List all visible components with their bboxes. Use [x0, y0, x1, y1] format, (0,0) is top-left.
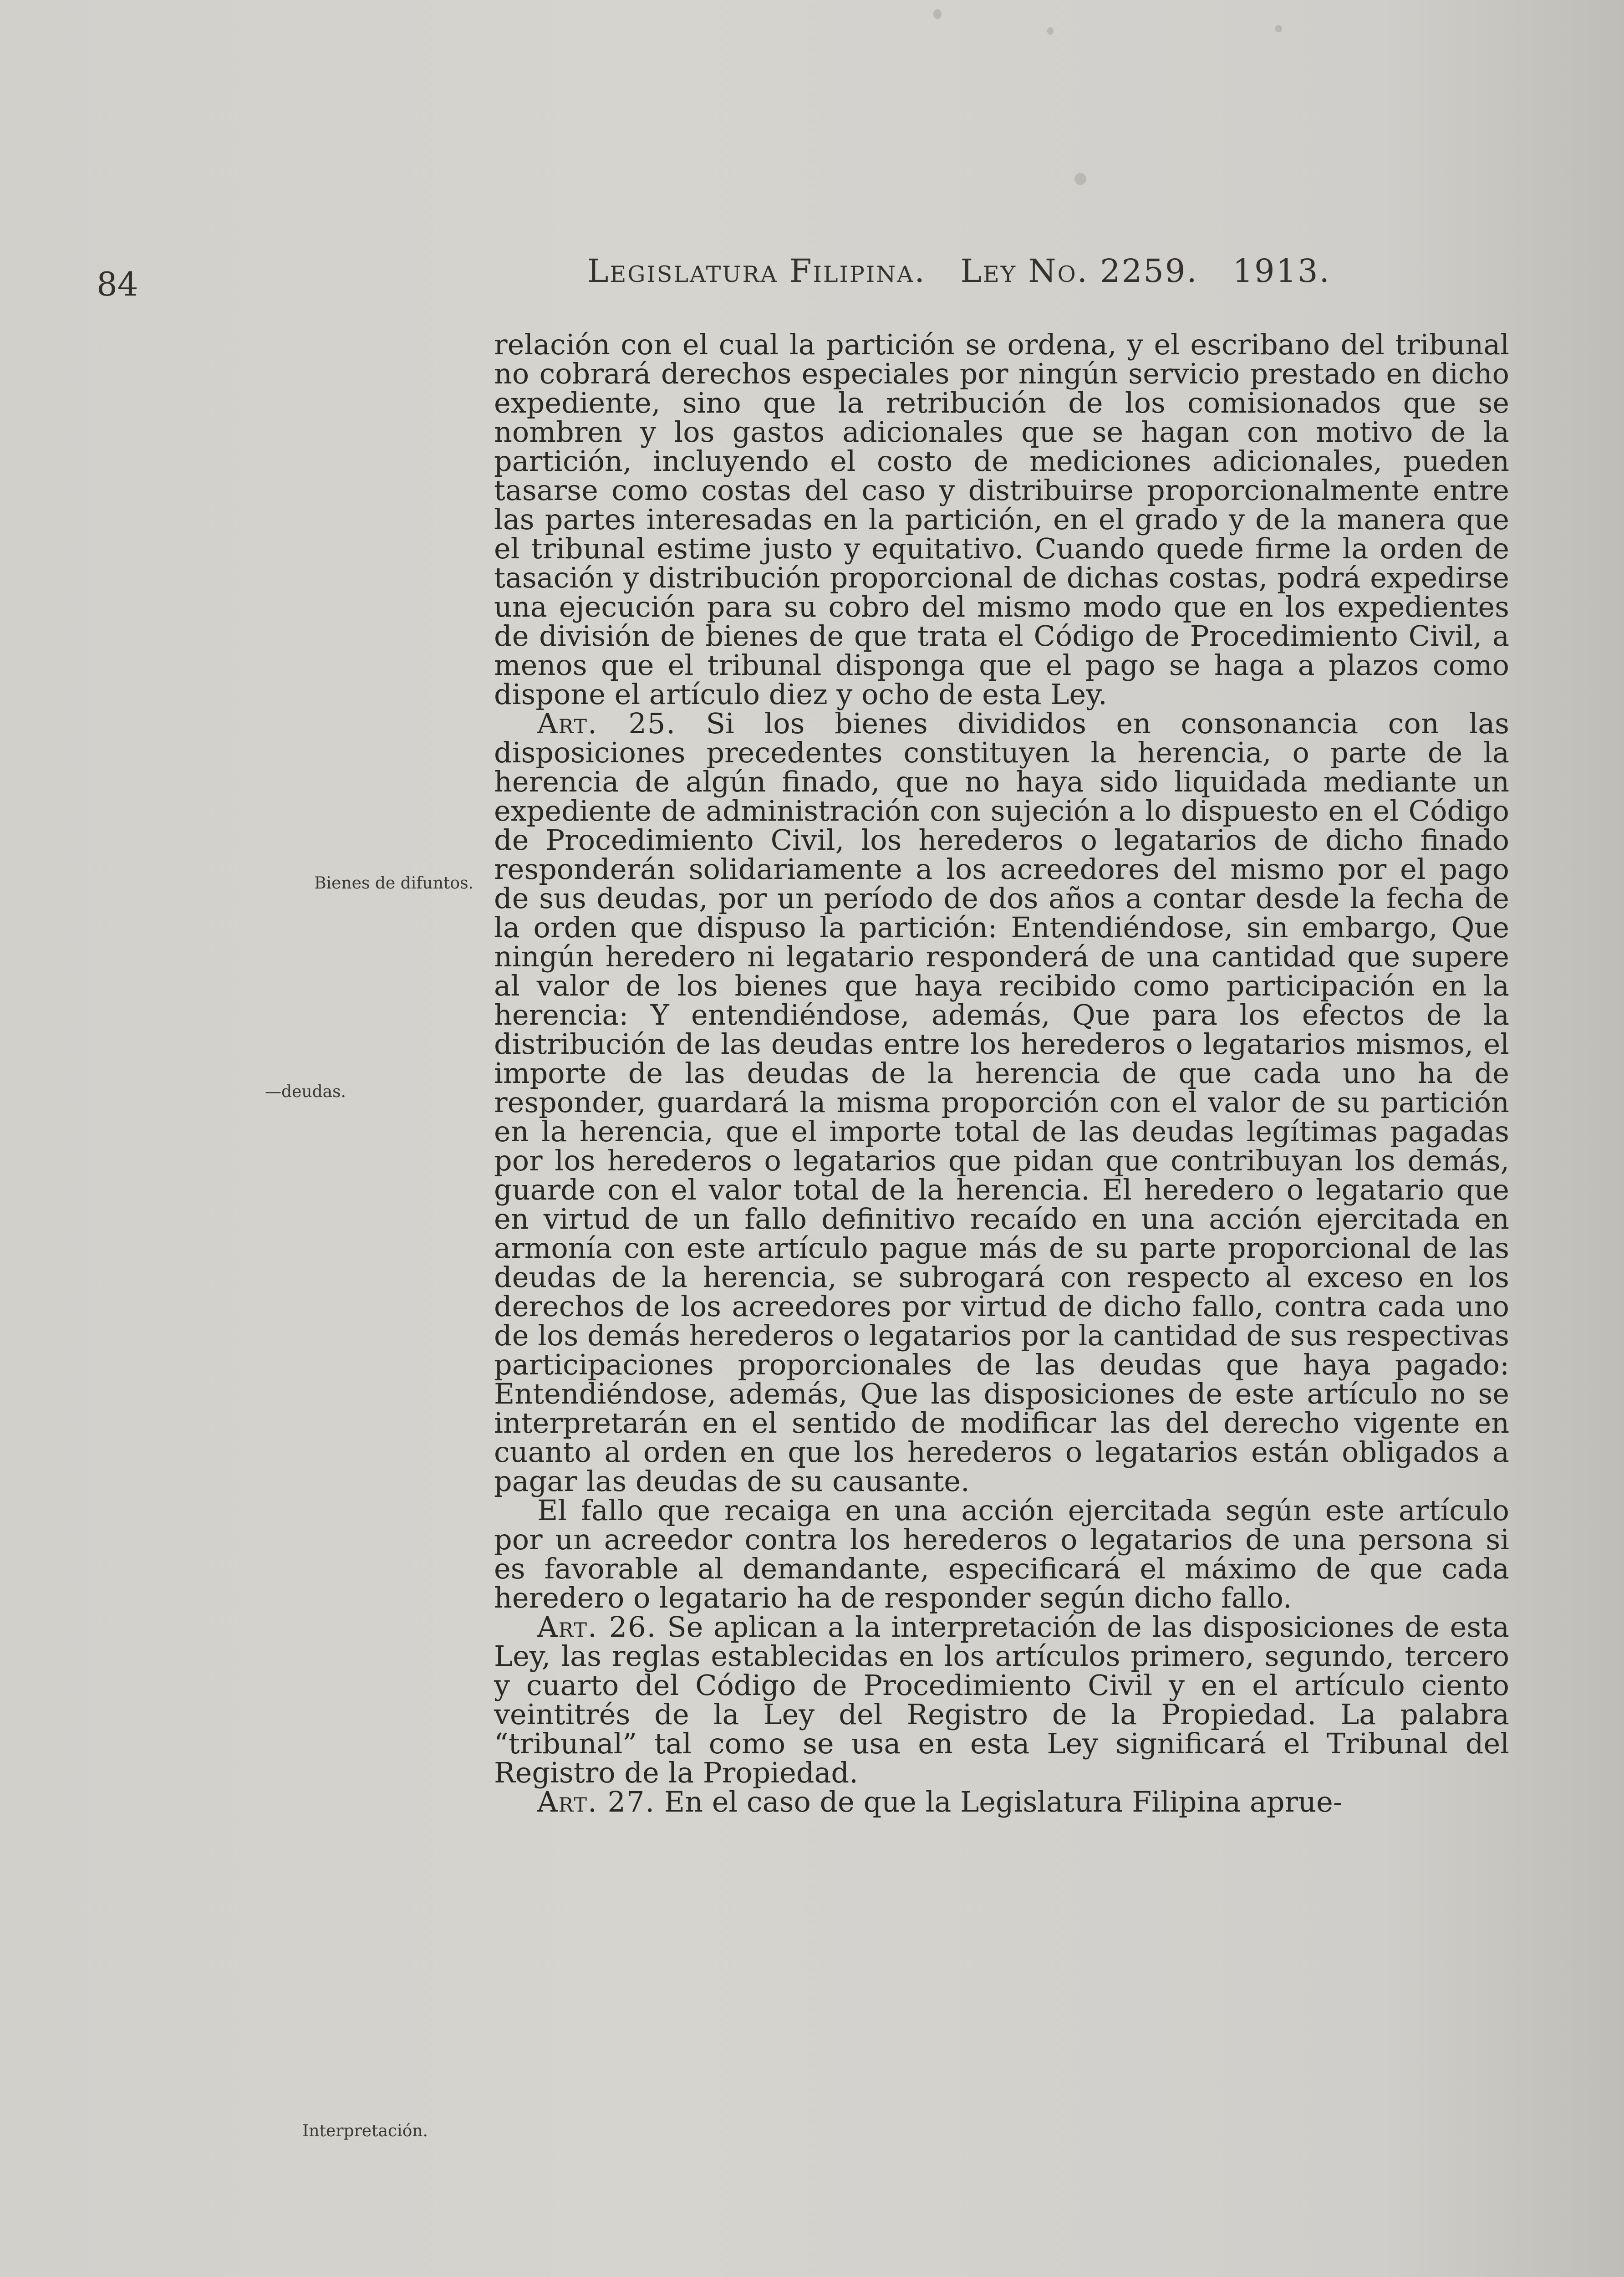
body-text	[494, 330, 1509, 1817]
article-text: Si los bienes divididos en consonancia con las disposiciones precedentes constituyen la herencia, o parte de la herencia de algún finado, que no haya sido liquidada mediante un expediente de administración con sujeción a lo dispuesto en el Código de Procedimiento Civil, los herederos o legatarios de dicho finado responderán solidariamente a los acreedores del mismo por el pago de sus deudas, por un período de dos años a contar desde la fecha de la orden que dispuso la partición: Entendiéndose, sin embargo, Que ningún heredero ni legatario responderá de una cantidad que supere al valor de los bienes que haya recibido como participación en la herencia: Y entendiéndose, además, Que para los efectos de la distribución de las deudas entre los herederos o legatarios mismos, el importe de las deudas de la herencia de que cada uno ha de responder, guardará la misma proporción con el valor de su partición en la herencia, que el importe total de las deudas legítimas pagadas por los herederos o legatarios que pidan que contribuyan los demás, guarde con el valor total de la herencia. El heredero o legatario que en virtud de un fallo definitivo recaído en una acción ejercitada en armonía con este artículo pague más de su parte proporcional de las deudas de la herencia, se subrogará con respecto al exceso en los derechos de los acreedores por virtud de dicho fallo, contra cada uno de los demás herederos o legatarios por la cantidad de sus respectivas participaciones proporcionales de las deudas que haya pagado: Entendiéndose, además, Que las disposiciones de este artículo no se interpretarán en el sentido de modificar las del derecho vigente en cuanto al orden en que los herederos o legatarios están obligados a pagar las deudas de su causante.	[494, 707, 1509, 1498]
paragraph-fallo: El fallo que recaiga en una acción ejercitada según este artículo por un acreedor contra los herederos o legatarios de una persona si es favorable al demandante, especificará el máximo de que cada heredero o legatario ha de responder según dicho fallo.	[494, 1494, 1509, 1614]
marginal-note-deudas: —deudas.	[265, 1082, 346, 1101]
article-label: Art. 25.	[537, 707, 676, 740]
running-head-publication: Legislatura Filipina.	[587, 252, 926, 290]
article-label: Art. 26.	[537, 1610, 657, 1644]
article-label: Art. 27.	[537, 1785, 656, 1818]
running-head	[587, 252, 1331, 290]
marginal-note-bienes: Bienes de difuntos.	[314, 874, 473, 893]
article-text: En el caso de que la Legislatura Filipina aprue-	[664, 1785, 1343, 1818]
paragraph-art-25	[494, 709, 1509, 1496]
paragraph-art-26	[494, 1610, 1509, 1789]
running-head-year: 1913.	[1232, 252, 1331, 290]
article-text: Se aplican a la interpretación de las disposiciones de esta Ley, las reglas establecidas en los artículos primero, segundo, tercero y cuarto del Código de Procedimiento Civil y en el artículo ciento veintitrés de la Ley del Registro de la Propiedad. La palabra “tribunal” tal como se usa en esta Ley significará el Tribunal del Registro de la Propiedad.	[494, 1610, 1509, 1789]
paragraph-art-27	[494, 1787, 1509, 1817]
paragraph-continuation: relación con el cual la partición se ordena, y el escribano del tribunal no cobrará derechos especiales por ningún servicio prestado en dicho expediente, sino que la retribución de los comisionados que se nombren y los gastos adicionales que se hagan con motivo de la partición, incluyendo el costo de mediciones adicionales, pueden tasarse como costas del caso y distribuirse proporcionalmente entre las partes interesadas en la partición, en el grado y de la manera que el tribunal estime justo y equitativo. Cuando quede firme la orden de tasación y distribución proporcional de dichas costas, podrá expedirse una ejecución para su cobro del mismo modo que en los expedientes de división de bienes de que trata el Código de Procedimiento Civil, a menos que el tribunal disponga que el pago se haga a plazos como dispone el artículo diez y ocho de esta Ley.	[494, 328, 1509, 711]
running-head-law: Ley No. 2259.	[960, 252, 1198, 290]
marginal-note-interpretacion: Interpretación.	[302, 2122, 428, 2140]
page-number: 84	[97, 265, 138, 303]
